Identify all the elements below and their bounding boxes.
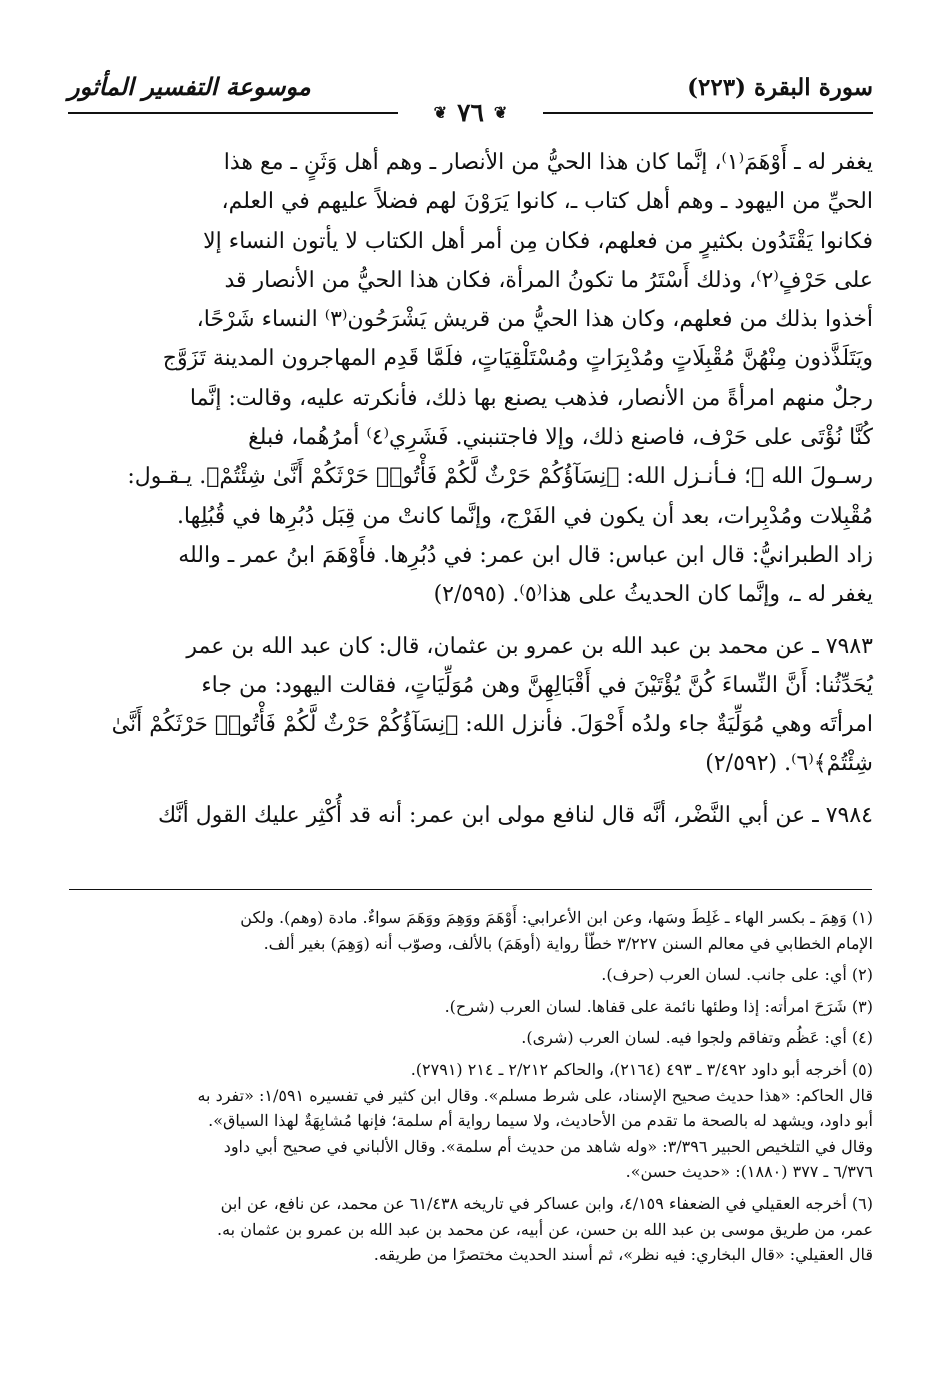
footnote-line: (٣) شَرَحَ امرأته: إذا وطئها نائمة على قفاها. لسان العرب (شرح). bbox=[444, 996, 873, 1016]
ornament-icon: ❦ bbox=[493, 103, 508, 122]
text-line: أخذوا بذلك من فعلهم، وكان هذا الحيُّ من قريش يَشْرَحُون⁽٣⁾ النساء شَرْحًا، bbox=[196, 307, 873, 333]
text-line: ٧٩٨٤ ـ عن أبي النَّضْر، أنَّه قال لنافع مولى ابن عمر: أنه قد أُكْثِر عليك القول أنَّك bbox=[157, 802, 873, 828]
footnote-line: قال العقيلي: «قال البخاري: فيه نظر»، ثم أسند الحديث مختصرًا من طريقه. bbox=[373, 1245, 873, 1265]
text-line: امرأتَه وهي مُوَلِّيَةٌ جاء ولدُه أَحْوَلَ. فأنزل الله: ﴿نِسَآؤُكُمْ حَرْثٌ لَّكُمْ فَأْتُوا۟ حَرْثَكُمْ أَنَّىٰ bbox=[111, 712, 873, 738]
text-line: رجلٌ منهم امرأةً من الأنصار، فذهب يصنع بها ذلك، فأنكرته عليه، وقالت: إنَّما bbox=[189, 385, 873, 411]
text-line: ويَتَلَذَّذون مِنْهُنَّ مُقْبِلَاتٍ ومُدْبِرَاتٍ ومُسْتَلْقِيَاتٍ، فلَمَّا قَدِم المهاجرون المدينة تَزَوَّج bbox=[162, 346, 873, 372]
footnote-4 bbox=[68, 1025, 873, 1051]
footnote-3 bbox=[68, 994, 873, 1020]
hadith-7984 bbox=[68, 796, 873, 835]
hadith-7983 bbox=[68, 627, 873, 784]
footnote-line: (٥) أخرجه أبو داود ٣/٤٩٢ ـ ٤٩٣ (٢١٦٤)، والحاكم ٢/٢١٢ ـ ٢١٤ (٢٧٩١). bbox=[410, 1059, 873, 1079]
footnote-line: قال الحاكم: «هذا حديث صحيح الإسناد، على شرط مسلم». وقال ابن كثير في تفسيره ١/٥٩١: «تفرد به bbox=[197, 1085, 873, 1105]
text-line: على حَرْفٍ⁽٢⁾، وذلك أَسْتَرُ ما تكونُ المرأة، فكان هذا الحيُّ من الأنصار قد bbox=[224, 267, 873, 293]
footnote-line: (٦) أخرجه العقيلي في الضعفاء ٤/١٥٩، وابن عساكر في تاريخه ٦١/٤٣٨ عن محمد، عن نافع، عن ابن bbox=[220, 1193, 873, 1213]
footnote-line: ٦/٣٧٦ ـ ٣٧٧ (١٨٨٠): «حديث حسن». bbox=[625, 1162, 873, 1182]
text-line: مُقْبِلات ومُدْبِرات، بعد أن يكون في الفَرْج، وإنَّما كانتْ من قِبَل دُبُرِها في قُبُلِها. bbox=[176, 503, 873, 529]
footnote-line: عمر، من طريق موسى بن عبد الله بن حسن، عن أبيه، عن محمد بن عبد الله بن عمرو بن عثمان به. bbox=[217, 1219, 873, 1239]
page-header bbox=[68, 70, 873, 127]
header-rule-left bbox=[68, 112, 398, 114]
text-line: يُحَدِّثُنا: أَنَّ النِّساءَ كُنَّ يُؤْتَيْنَ في أَقْبَالِهِنَّ وهن مُوَلِّيَاتٍ، فقالت اليهود: من جاء bbox=[201, 672, 873, 698]
ornament-icon: ❦ bbox=[433, 103, 448, 122]
footnote-separator bbox=[69, 889, 872, 890]
page-number: ٧٦ bbox=[457, 98, 484, 127]
header-rule-right bbox=[543, 112, 873, 114]
footnotes bbox=[68, 905, 873, 1268]
footnote-line: الإمام الخطابي في معالم السنن ٣/٢٢٧ خطّأ رواية (أوهَمَ) بالألف، وصوّب أنه (وَهِمَ) بغير ألف. bbox=[263, 933, 873, 953]
text-line: يغفر له ـ أَوْهَمَ⁽١⁾، إنَّما كان هذا الحيُّ من الأنصار ـ وهم أهل وَثَنٍ ـ مع هذا bbox=[223, 150, 873, 175]
footnote-1 bbox=[68, 905, 873, 956]
book-title: موسوعة التفسير المأثور bbox=[68, 72, 311, 101]
footnote-2 bbox=[68, 962, 873, 988]
text-line: يغفر له ـ، وإنَّما كان الحديثُ على هذا⁽٥⁾. (٢/٥٩٥) bbox=[433, 582, 873, 608]
page-number-group bbox=[434, 98, 508, 127]
footnote-line: (٤) أي: عَظُم وتفاقم ولجوا فيه. لسان العرب (شرى). bbox=[521, 1028, 873, 1048]
footnote-line: (١) وَهِمَ ـ بكسر الهاء ـ غَلِطَ وسَها، وعن ابن الأعرابي: أَوْهَمَ ووَهِمَ ووَهَمَ سواءٌ. مادة (وهم). ولكن bbox=[240, 908, 873, 927]
footnote-line: (٢) أي: على جانب. لسان العرب (حرف). bbox=[601, 965, 873, 985]
paragraph-hadith-continued bbox=[68, 143, 873, 615]
footnote-5 bbox=[68, 1057, 873, 1185]
text-line: زاد الطبرانيُّ: قال ابن عباس: قال ابن عمر: في دُبُرِها. فأَوْهَمَ ابنُ عمر ـ والله bbox=[178, 542, 873, 568]
footnote-6 bbox=[68, 1191, 873, 1268]
footnote-line: وقال في التلخيص الحبير ٣/٣٩٦: «وله شاهد من حديث أم سلمة». وقال الألباني في صحيح أبي داود bbox=[223, 1136, 873, 1156]
text-line: رسـولَ الله ﷺ؛ فـأنـزل الله: ﴿نِسَآؤُكُمْ حَرْثٌ لَّكُمْ فَأْتُوا۟ حَرْثَكُمْ أَنَّىٰ شِئْتُمْ﴾. يـقـول: bbox=[127, 464, 873, 490]
main-text bbox=[68, 143, 873, 835]
surah-title: سورة البقرة (٢٢٣) bbox=[687, 74, 873, 101]
text-line: ٧٩٨٣ ـ عن محمد بن عبد الله بن عمرو بن عثمان، قال: كان عبد الله بن عمر bbox=[186, 633, 873, 659]
footnote-line: أبو داود، ويشهد له بالصحة ما تقدم من الأحاديث، ولا سيما رواية أم سلمة؛ فإنها مُشابِهَةٌ لهذا السياق». bbox=[208, 1111, 873, 1131]
text-line: الحيِّ من اليهود ـ وهم أهل كتاب ـ، كانوا يَرَوْنَ لهم فضلاً عليهم في العلم، bbox=[221, 189, 873, 215]
text-line: فكانوا يَقْتَدُون بكثيرٍ من فعلهم، فكان مِن أمر أهل الكتاب لا يأتون النساء إلا bbox=[203, 228, 873, 254]
text-line: كُنَّا نُؤْتَى على حَرْف، فاصنع ذلك، وإلا فاجتنبني. فَشَرِي⁽٤⁾ أمرُهُما، فبلغ bbox=[248, 425, 873, 451]
text-line: شِئْتُمْ﴾⁽٦⁾. (٢/٥٩٢) bbox=[705, 751, 873, 777]
